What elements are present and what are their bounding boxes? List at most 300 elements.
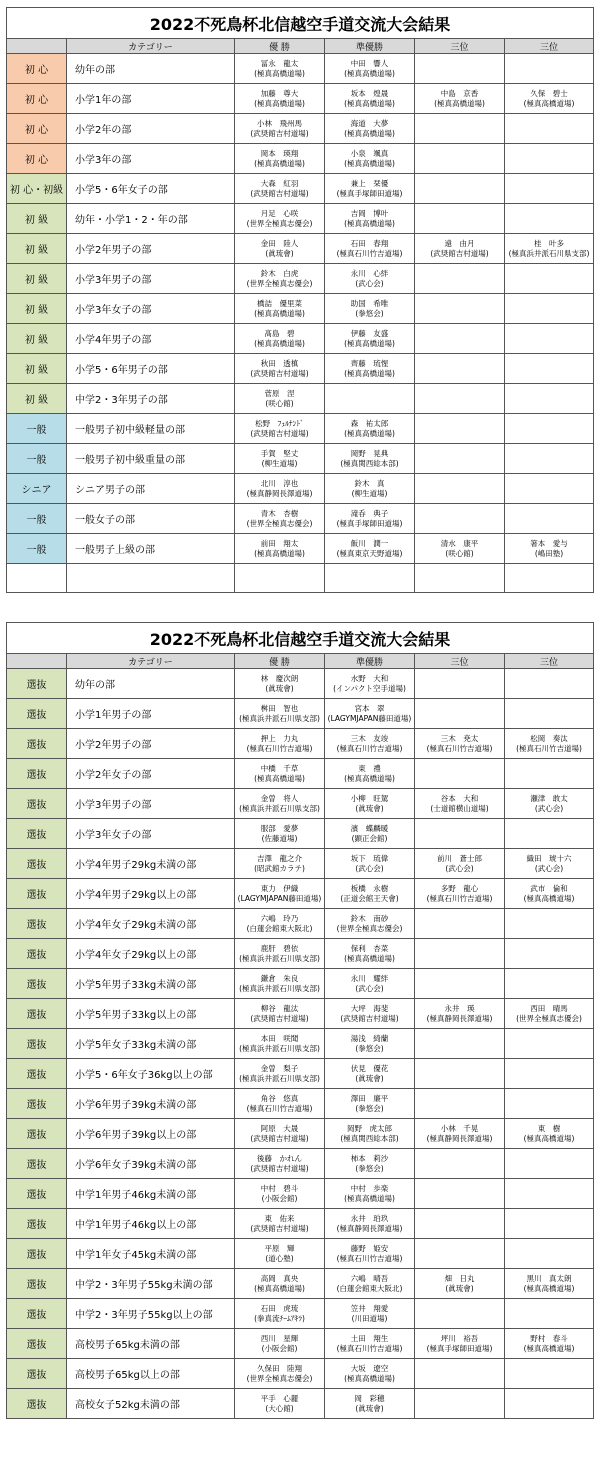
header-third-b: 三位 bbox=[505, 39, 594, 54]
runner-up-cell bbox=[325, 474, 415, 504]
class-label: 一般 bbox=[7, 414, 67, 444]
header-third-a: 三位 bbox=[415, 654, 505, 669]
dojo-name: (極真高橋道場) bbox=[254, 548, 305, 558]
competitor-name: 柿本 莉沙 bbox=[350, 1153, 389, 1163]
category-label: 小学3年男子の部 bbox=[67, 789, 235, 819]
competitor-name: 永井 瑛 bbox=[444, 1003, 475, 1013]
header-category: カテゴリー bbox=[67, 39, 235, 54]
category-label: 小学5年男子33kg未満の部 bbox=[67, 969, 235, 999]
third-place-a-cell bbox=[415, 1269, 505, 1299]
class-label: 初 心 bbox=[7, 144, 67, 174]
dojo-name: (川田道場) bbox=[351, 1313, 388, 1323]
third-place-a-cell bbox=[415, 1149, 505, 1179]
category-label: 小学3年の部 bbox=[67, 144, 235, 174]
empty-cell bbox=[7, 564, 67, 593]
dojo-name: (極真高橋道場) bbox=[344, 368, 395, 378]
competitor-name: 石田 春翔 bbox=[350, 238, 389, 248]
dojo-name: (極真高橋道場) bbox=[344, 98, 395, 108]
dojo-name: (極真静岡長澤道場) bbox=[426, 1133, 493, 1143]
runner-up-cell bbox=[325, 1269, 415, 1299]
category-label: 小学3年女子の部 bbox=[67, 819, 235, 849]
competitor-name: 永川 耀絆 bbox=[350, 973, 389, 983]
competitor-name: 鈴木 南砂 bbox=[350, 913, 389, 923]
category-label: 小学5・6年男子の部 bbox=[67, 354, 235, 384]
header-class bbox=[7, 654, 67, 669]
winner-cell bbox=[235, 789, 325, 819]
dojo-name: (極真石川竹吉道場) bbox=[426, 893, 493, 903]
winner-cell bbox=[235, 474, 325, 504]
category-label: 小学6年男子39kg未満の部 bbox=[67, 1089, 235, 1119]
competitor-name: 阿原 大晟 bbox=[260, 1123, 299, 1133]
category-label: 小学5年女子33kg未満の部 bbox=[67, 1029, 235, 1059]
dojo-name: (昭武館カラテ) bbox=[254, 863, 305, 873]
result-row bbox=[7, 669, 594, 699]
dojo-name: (拳悠会) bbox=[355, 308, 384, 318]
competitor-name: 中村 碧斗 bbox=[260, 1183, 299, 1193]
category-label: 小学5年男子33kg以上の部 bbox=[67, 999, 235, 1029]
class-label: 選抜 bbox=[7, 1299, 67, 1329]
competitor-name: 後藤 かれん bbox=[257, 1153, 302, 1163]
category-label: 高校男子65kg以上の部 bbox=[67, 1359, 235, 1389]
competitor-name: 三木 尭太 bbox=[440, 733, 479, 743]
runner-up-cell bbox=[325, 414, 415, 444]
third-place-a-cell bbox=[415, 1089, 505, 1119]
dojo-name: (極真石川竹吉道場) bbox=[516, 743, 582, 753]
competitor-name: 箸本 愛与 bbox=[530, 538, 568, 548]
competitor-name: 柳谷 龍汰 bbox=[260, 1003, 299, 1013]
third-place-b-cell bbox=[505, 1239, 594, 1269]
dojo-name: (極真高橋道場) bbox=[344, 1193, 395, 1203]
dojo-name: (極真高橋道場) bbox=[254, 158, 305, 168]
competitor-name: 澤田 廉平 bbox=[350, 1093, 389, 1103]
winner-cell bbox=[235, 324, 325, 354]
runner-up-cell bbox=[325, 909, 415, 939]
result-row bbox=[7, 474, 594, 504]
competitor-name: 東 樹 bbox=[537, 1123, 561, 1133]
class-label: 初 心・初級 bbox=[7, 174, 67, 204]
class-label: 選抜 bbox=[7, 789, 67, 819]
winner-cell bbox=[235, 1359, 325, 1389]
third-place-b-cell bbox=[505, 444, 594, 474]
third-place-a-cell bbox=[415, 849, 505, 879]
competitor-name: 岡野 虎太郎 bbox=[347, 1123, 392, 1133]
category-label: シニア男子の部 bbox=[67, 474, 235, 504]
dojo-name: (LAGYMJAPAN藤田道場) bbox=[237, 893, 322, 903]
class-label: 選抜 bbox=[7, 909, 67, 939]
dojo-name: (極真高橋道場) bbox=[344, 338, 395, 348]
competitor-name: 小林 飛州馬 bbox=[257, 118, 302, 128]
third-place-b-cell bbox=[505, 1299, 594, 1329]
third-place-a-cell bbox=[415, 204, 505, 234]
runner-up-cell bbox=[325, 54, 415, 84]
dojo-name: (眞琉會) bbox=[355, 1073, 384, 1083]
third-place-a-cell bbox=[415, 789, 505, 819]
winner-cell bbox=[235, 879, 325, 909]
competitor-name: 鈴木 白虎 bbox=[260, 268, 299, 278]
third-place-b-cell bbox=[505, 384, 594, 414]
result-row bbox=[7, 414, 594, 444]
result-row bbox=[7, 444, 594, 474]
dojo-name: (武心会) bbox=[355, 983, 384, 993]
third-place-b-cell bbox=[505, 909, 594, 939]
class-label: 一般 bbox=[7, 444, 67, 474]
third-place-b-cell bbox=[505, 939, 594, 969]
class-label: 初 級 bbox=[7, 294, 67, 324]
category-label: 一般女子の部 bbox=[67, 504, 235, 534]
dojo-name: (LAGYMJAPAN藤田道場) bbox=[327, 713, 412, 723]
winner-cell bbox=[235, 819, 325, 849]
competitor-name: 久保田 陸翔 bbox=[257, 1363, 302, 1373]
results-sheet-1 bbox=[6, 7, 593, 593]
third-place-b-cell bbox=[505, 84, 594, 114]
result-row bbox=[7, 174, 594, 204]
dojo-name: (咲心館) bbox=[265, 398, 294, 408]
dojo-name: (極真高橋道場) bbox=[344, 428, 395, 438]
runner-up-cell bbox=[325, 1209, 415, 1239]
competitor-name: 遠 由月 bbox=[444, 238, 475, 248]
dojo-name: (武奨館吉村道場) bbox=[250, 1133, 309, 1143]
runner-up-cell bbox=[325, 789, 415, 819]
category-label: 中学2・3年男子の部 bbox=[67, 384, 235, 414]
competitor-name: 金曽 梨子 bbox=[260, 1063, 299, 1073]
winner-cell bbox=[235, 1029, 325, 1059]
competitor-name: 永井 珀玖 bbox=[350, 1213, 389, 1223]
competitor-name: 冨永 龍太 bbox=[260, 58, 299, 68]
category-label: 小学6年男子39kg以上の部 bbox=[67, 1119, 235, 1149]
competitor-name: 岡本 瑛翔 bbox=[260, 148, 299, 158]
competitor-name: 手賀 堅丈 bbox=[260, 448, 299, 458]
result-row bbox=[7, 1389, 594, 1419]
dojo-name: (極真高橋道場) bbox=[523, 98, 575, 108]
result-row bbox=[7, 1179, 594, 1209]
competitor-name: 六嶋 晴吾 bbox=[350, 1273, 389, 1283]
third-place-a-cell bbox=[415, 1329, 505, 1359]
winner-cell bbox=[235, 264, 325, 294]
class-label: 初 級 bbox=[7, 324, 67, 354]
result-row bbox=[7, 84, 594, 114]
result-row bbox=[7, 1029, 594, 1059]
competitor-name: 藤野 姫安 bbox=[350, 1243, 389, 1253]
dojo-name: (極真関西総本部) bbox=[340, 458, 399, 468]
runner-up-cell bbox=[325, 384, 415, 414]
third-place-a-cell bbox=[415, 1059, 505, 1089]
competitor-name: 角谷 悠真 bbox=[260, 1093, 299, 1103]
winner-cell bbox=[235, 939, 325, 969]
dojo-name: (武心会) bbox=[355, 278, 384, 288]
winner-cell bbox=[235, 999, 325, 1029]
winner-cell bbox=[235, 84, 325, 114]
winner-cell bbox=[235, 729, 325, 759]
runner-up-cell bbox=[325, 234, 415, 264]
class-label: 選抜 bbox=[7, 939, 67, 969]
third-place-b-cell bbox=[505, 879, 594, 909]
competitor-name: 押上 力丸 bbox=[260, 733, 299, 743]
competitor-name: 平原 輝 bbox=[264, 1243, 295, 1253]
third-place-a-cell bbox=[415, 174, 505, 204]
category-label: 小学5・6年女子の部 bbox=[67, 174, 235, 204]
runner-up-cell bbox=[325, 939, 415, 969]
competitor-name: 前川 蒼士郎 bbox=[437, 853, 482, 863]
header-winner: 優 勝 bbox=[235, 39, 325, 54]
class-label: 選抜 bbox=[7, 1389, 67, 1419]
competitor-name: 永川 心絆 bbox=[350, 268, 389, 278]
third-place-a-cell bbox=[415, 819, 505, 849]
competitor-name: 秋田 透槙 bbox=[260, 358, 299, 368]
result-row bbox=[7, 1299, 594, 1329]
winner-cell bbox=[235, 699, 325, 729]
competitor-name: 海道 大夢 bbox=[350, 118, 389, 128]
competitor-name: 吉澤 龍之介 bbox=[257, 853, 302, 863]
category-label: 中学1年男子46kg未満の部 bbox=[67, 1179, 235, 1209]
class-label: 初 心 bbox=[7, 114, 67, 144]
competitor-name: 濱 蝶麟暖 bbox=[350, 823, 389, 833]
dojo-name: (大心館) bbox=[265, 1403, 294, 1413]
dojo-name: (武奨館吉村道場) bbox=[250, 1223, 309, 1233]
header-third-a: 三位 bbox=[415, 39, 505, 54]
dojo-name: (拳悠会) bbox=[355, 1043, 384, 1053]
class-label: 選抜 bbox=[7, 1269, 67, 1299]
competitor-name: 滝呑 典子 bbox=[350, 508, 389, 518]
result-row bbox=[7, 1269, 594, 1299]
dojo-name: (極真高橋道場) bbox=[344, 128, 395, 138]
competitor-name: 西田 晴馬 bbox=[530, 1003, 568, 1013]
class-label: 一般 bbox=[7, 534, 67, 564]
dojo-name: (拳悠会) bbox=[355, 1103, 384, 1113]
winner-cell bbox=[235, 1269, 325, 1299]
runner-up-cell bbox=[325, 1329, 415, 1359]
third-place-b-cell bbox=[505, 1359, 594, 1389]
category-label: 小学2年男子の部 bbox=[67, 234, 235, 264]
result-row bbox=[7, 879, 594, 909]
third-place-a-cell bbox=[415, 144, 505, 174]
winner-cell bbox=[235, 1329, 325, 1359]
dojo-name: (極真高橋道場) bbox=[254, 68, 305, 78]
competitor-name: 助国 希唯 bbox=[350, 298, 389, 308]
dojo-name: (極真石川竹吉道場) bbox=[246, 743, 313, 753]
sheet-title: 2022不死鳥杯北信越空手道交流大会結果 bbox=[7, 8, 594, 39]
runner-up-cell bbox=[325, 1179, 415, 1209]
competitor-name: 小林 千晃 bbox=[440, 1123, 479, 1133]
competitor-name: 桝田 智也 bbox=[260, 703, 299, 713]
third-place-b-cell bbox=[505, 1029, 594, 1059]
competitor-name: 多野 龍心 bbox=[440, 883, 479, 893]
competitor-name: 清水 康平 bbox=[440, 538, 479, 548]
class-label: 選抜 bbox=[7, 669, 67, 699]
third-place-b-cell bbox=[505, 999, 594, 1029]
runner-up-cell bbox=[325, 999, 415, 1029]
competitor-name: 林 慶次朗 bbox=[260, 673, 299, 683]
third-place-a-cell bbox=[415, 879, 505, 909]
category-label: 小学2年男子の部 bbox=[67, 729, 235, 759]
competitor-name: 加藤 尊大 bbox=[260, 88, 299, 98]
class-label: 選抜 bbox=[7, 729, 67, 759]
result-row bbox=[7, 1059, 594, 1089]
competitor-name: 石田 虎琉 bbox=[260, 1303, 299, 1313]
dojo-name: (小阪会館) bbox=[261, 1343, 298, 1353]
result-row bbox=[7, 1119, 594, 1149]
dojo-name: (極真高橋道場) bbox=[434, 98, 485, 108]
winner-cell bbox=[235, 294, 325, 324]
third-place-a-cell bbox=[415, 84, 505, 114]
class-label: 初 級 bbox=[7, 354, 67, 384]
empty-row bbox=[7, 564, 594, 593]
runner-up-cell bbox=[325, 879, 415, 909]
dojo-name: (武心会) bbox=[355, 863, 384, 873]
third-place-b-cell bbox=[505, 669, 594, 699]
runner-up-cell bbox=[325, 759, 415, 789]
winner-cell bbox=[235, 174, 325, 204]
winner-cell bbox=[235, 534, 325, 564]
third-place-b-cell bbox=[505, 729, 594, 759]
competitor-name: 東 禮 bbox=[358, 763, 381, 773]
dojo-name: (柳生道場) bbox=[261, 458, 298, 468]
class-label: 初 心 bbox=[7, 84, 67, 114]
competitor-name: 飯川 潤一 bbox=[350, 538, 389, 548]
result-row bbox=[7, 1209, 594, 1239]
competitor-name: 鈴木 真 bbox=[354, 478, 385, 488]
third-place-a-cell bbox=[415, 234, 505, 264]
dojo-name: (道心塾) bbox=[265, 1253, 294, 1263]
dojo-name: (眞琉會) bbox=[355, 803, 384, 813]
winner-cell bbox=[235, 384, 325, 414]
third-place-a-cell bbox=[415, 909, 505, 939]
class-label: 選抜 bbox=[7, 879, 67, 909]
runner-up-cell bbox=[325, 1059, 415, 1089]
header-runner-up: 準優勝 bbox=[325, 654, 415, 669]
runner-up-cell bbox=[325, 1029, 415, 1059]
third-place-b-cell bbox=[505, 294, 594, 324]
class-label: 初 級 bbox=[7, 204, 67, 234]
runner-up-cell bbox=[325, 1359, 415, 1389]
dojo-name: (武奨館吉村道場) bbox=[250, 188, 309, 198]
competitor-name: 青木 杏樹 bbox=[260, 508, 299, 518]
competitor-name: 三木 友竣 bbox=[350, 733, 389, 743]
third-place-a-cell bbox=[415, 1119, 505, 1149]
winner-cell bbox=[235, 1209, 325, 1239]
category-label: 小学1年男子の部 bbox=[67, 699, 235, 729]
dojo-name: (極真高橋道場) bbox=[344, 1373, 395, 1383]
competitor-name: 金曽 将人 bbox=[260, 793, 299, 803]
dojo-name: (武奨館吉村道場) bbox=[340, 1013, 399, 1023]
runner-up-cell bbox=[325, 264, 415, 294]
runner-up-cell bbox=[325, 84, 415, 114]
third-place-a-cell bbox=[415, 54, 505, 84]
dojo-name: (世界全極真志優会) bbox=[516, 1013, 582, 1023]
dojo-name: (眞琉會) bbox=[355, 1403, 384, 1413]
third-place-a-cell bbox=[415, 264, 505, 294]
result-row bbox=[7, 999, 594, 1029]
competitor-name: 大森 紅羽 bbox=[260, 178, 299, 188]
category-label: 高校女子52kg未満の部 bbox=[67, 1389, 235, 1419]
third-place-a-cell bbox=[415, 504, 505, 534]
third-place-b-cell bbox=[505, 144, 594, 174]
competitor-name: 東 佑来 bbox=[264, 1213, 295, 1223]
dojo-name: (極真石川竹吉道場) bbox=[426, 743, 493, 753]
runner-up-cell bbox=[325, 849, 415, 879]
winner-cell bbox=[235, 1179, 325, 1209]
dojo-name: (正道会館王天會) bbox=[340, 893, 399, 903]
sheet-title: 2022不死鳥杯北信越空手道交流大会結果 bbox=[7, 623, 594, 654]
dojo-name: (武奨館吉村道場) bbox=[250, 1013, 309, 1023]
result-row bbox=[7, 699, 594, 729]
competitor-name: 服部 愛夢 bbox=[260, 823, 299, 833]
competitor-name: 織田 琥十六 bbox=[526, 853, 572, 863]
runner-up-cell bbox=[325, 819, 415, 849]
dojo-name: (インパクト空手道場) bbox=[333, 683, 406, 693]
runner-up-cell bbox=[325, 669, 415, 699]
result-row bbox=[7, 1089, 594, 1119]
dojo-name: (拳悠会) bbox=[355, 1163, 384, 1173]
result-row bbox=[7, 849, 594, 879]
competitor-name: 伊藤 友盛 bbox=[350, 328, 389, 338]
dojo-name: (嶋田塾) bbox=[534, 548, 564, 558]
competitor-name: 北川 淳也 bbox=[260, 478, 299, 488]
dojo-name: (眞琉會) bbox=[265, 248, 294, 258]
category-label: 小学3年女子の部 bbox=[67, 294, 235, 324]
third-place-b-cell bbox=[505, 54, 594, 84]
result-row bbox=[7, 789, 594, 819]
dojo-name: (極真静岡長澤道場) bbox=[246, 488, 313, 498]
runner-up-cell bbox=[325, 1119, 415, 1149]
competitor-name: 西川 星輝 bbox=[260, 1333, 299, 1343]
runner-up-cell bbox=[325, 354, 415, 384]
class-label: 選抜 bbox=[7, 849, 67, 879]
third-place-a-cell bbox=[415, 114, 505, 144]
competitor-name: 笠井 翔愛 bbox=[350, 1303, 389, 1313]
result-row bbox=[7, 354, 594, 384]
third-place-b-cell bbox=[505, 534, 594, 564]
class-label: 選抜 bbox=[7, 819, 67, 849]
competitor-name: 坂下 琉偉 bbox=[350, 853, 389, 863]
competitor-name: 橋詰 優里菜 bbox=[257, 298, 302, 308]
winner-cell bbox=[235, 669, 325, 699]
third-place-a-cell bbox=[415, 969, 505, 999]
category-label: 幼年・小学1・2・年の部 bbox=[67, 204, 235, 234]
dojo-name: (極真石川竹吉道場) bbox=[336, 248, 403, 258]
dojo-name: (極真石川竹吉道場) bbox=[246, 1103, 313, 1113]
winner-cell bbox=[235, 204, 325, 234]
competitor-name: 高岡 真央 bbox=[260, 1273, 299, 1283]
competitor-name: 鎌倉 朱良 bbox=[260, 973, 299, 983]
competitor-name: 前田 翔太 bbox=[260, 538, 299, 548]
winner-cell bbox=[235, 54, 325, 84]
winner-cell bbox=[235, 354, 325, 384]
third-place-b-cell bbox=[505, 1389, 594, 1419]
dojo-name: (極真高橋道場) bbox=[254, 338, 305, 348]
class-label: 選抜 bbox=[7, 1119, 67, 1149]
third-place-b-cell bbox=[505, 759, 594, 789]
category-label: 小学4年女子29kg以上の部 bbox=[67, 939, 235, 969]
competitor-name: 畑 日丸 bbox=[444, 1273, 475, 1283]
runner-up-cell bbox=[325, 1089, 415, 1119]
results-sheet-2 bbox=[6, 622, 593, 1419]
dojo-name: (極真手塚師田道場) bbox=[336, 188, 403, 198]
result-row bbox=[7, 264, 594, 294]
competitor-name: 中島 京香 bbox=[440, 88, 479, 98]
dojo-name: (極真浜井派石川県支部) bbox=[239, 713, 320, 723]
competitor-name: 武市 倫和 bbox=[530, 883, 568, 893]
category-label: 幼年の部 bbox=[67, 669, 235, 699]
competitor-name: 髙島 碧 bbox=[264, 328, 295, 338]
category-label: 小学4年男子29kg未満の部 bbox=[67, 849, 235, 879]
third-place-b-cell bbox=[505, 1209, 594, 1239]
dojo-name: (極真石川竹吉道場) bbox=[336, 743, 403, 753]
dojo-name: (極真高橋道場) bbox=[344, 773, 395, 783]
winner-cell bbox=[235, 414, 325, 444]
third-place-a-cell bbox=[415, 1209, 505, 1239]
category-label: 小学1年の部 bbox=[67, 84, 235, 114]
dojo-name: (武奨館吉村道場) bbox=[430, 248, 489, 258]
